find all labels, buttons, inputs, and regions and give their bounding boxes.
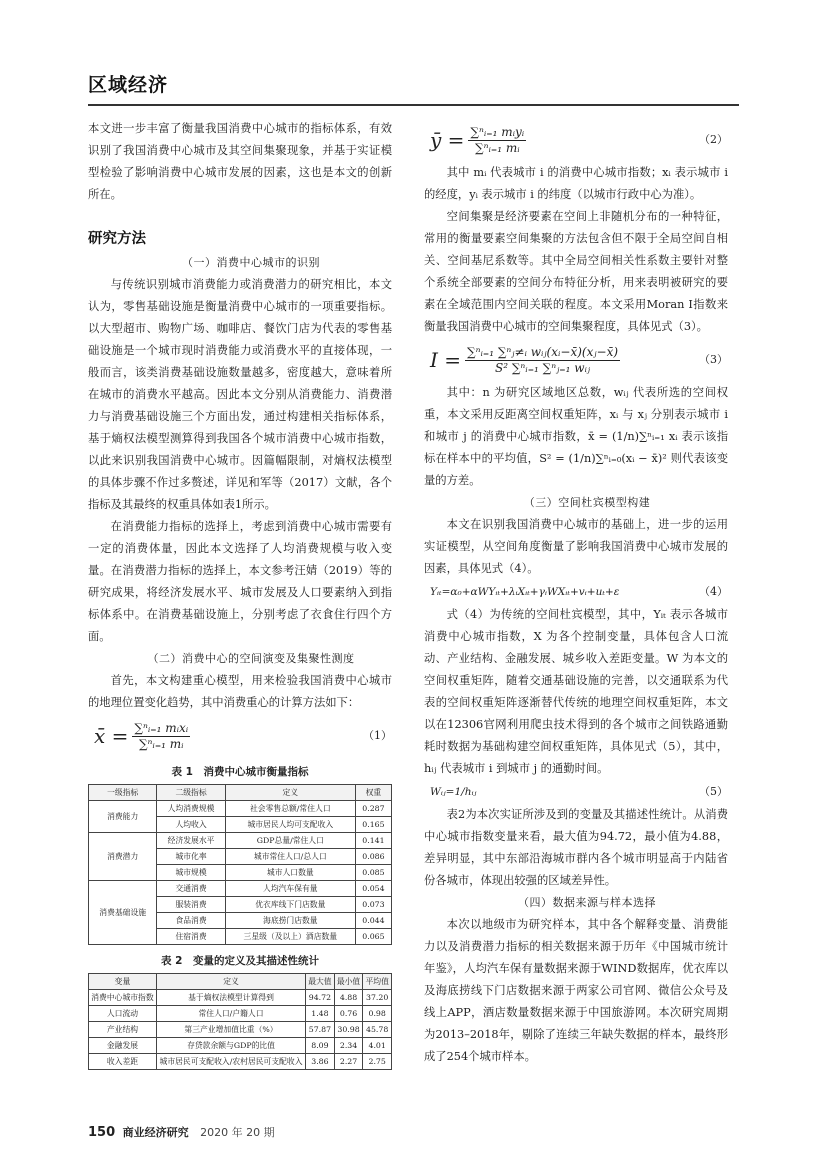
equation-2-numerator: ∑ⁿᵢ₌₁ mᵢyᵢ (470, 124, 525, 139)
left-column (88, 118, 392, 1078)
equation-2-fraction (468, 125, 526, 156)
table-cell: 2.27 (334, 1054, 363, 1070)
table-cell: 优衣库线下门店数量 (225, 897, 355, 913)
table-row (89, 801, 392, 817)
intro-paragraph: 本文进一步丰富了衡量我国消费中心城市的指标体系，有效识别了我国消费中心城市及其空间集聚现象，并基于实证模型检验了影响消费中心城市发展的因素，这也是本文的创新所在。 (88, 122, 392, 201)
equation-1-numerator: ∑ⁿᵢ₌₁ mᵢxᵢ (134, 720, 189, 735)
table-1-group: 消费基础设施 (89, 881, 157, 945)
table-row (89, 1006, 392, 1022)
equation-4-number: （4） (699, 585, 728, 598)
equation-1-denominator: ∑ⁿᵢ₌₁ mᵢ (138, 736, 184, 751)
table-cell: 城市常住人口/总人口 (225, 849, 355, 865)
paragraph-3: 首先，本文构建重心模型，用来检验我国消费中心城市的地理位置变化趋势，其中消费重心的计算方法如下： (88, 674, 392, 709)
table-row (89, 1022, 392, 1038)
equation-3-lhs: I = (430, 348, 462, 372)
table-cell: 0.044 (355, 913, 391, 929)
table-row (89, 1038, 392, 1054)
table-cell: 人口流动 (89, 1006, 157, 1022)
journal-name: 商业经济研究 (122, 1126, 189, 1139)
table-1-title: 表 1 消费中心城市衡量指标 (171, 766, 309, 778)
table-cell: 4.88 (334, 990, 363, 1006)
table-cell: 1.48 (306, 1006, 335, 1022)
subheading-2: （二）消费中心的空间演变及集聚性测度 (147, 652, 355, 665)
equation-1-lhs: x̄ = (94, 724, 129, 748)
subheading-3: （三）空间杜宾模型构建 (523, 496, 651, 509)
table-cell: 0.065 (355, 929, 391, 945)
table-cell: 城市人口数量 (225, 865, 355, 881)
paragraph-r2: 空间集聚是经济要素在空间上非随机分布的一种特征，常用的衡量要素空间集聚的方法包含但不限于全局空间自相关、空间基尼系数等。其中全局空间相关性系数主要针对整个系统全部要素的空间分布特征分析，用来表明被研究的要素在全域范围内空间关联的程度。本文采用Moran I指数来衡量我国消费中心城市的空间集聚程度，具体见式（3）。 (424, 210, 728, 333)
table-cell: GDP总量/常住人口 (225, 833, 355, 849)
paragraph-1: 与传统识别城市消费能力或消费潜力的研究相比，本文认为，零售基础设施是衡量消费中心城市的一项重要指标。以大型超市、购物广场、咖啡店、餐饮门店为代表的零售基础设施是一个城市现时消费能力或消费水平的直接体现，一般而言，该类消费基础设施数量越多，密度越大，意味着所在城市的消费水平越高。因此本文分别从消费能力、消费潜力与消费基础设施三个方面出发，通过构建相关指标体系，基于熵权法模型测算得到我国各个城市消费中心城市指数，以此来识别我国消费中心城市。因篇幅限制，对熵权法模型的具体步骤不作过多赘述，详见和军等（2017）文献，各个指标及其最终的权重具体如表1所示。 (88, 278, 392, 511)
table-cell: 金融发展 (89, 1038, 157, 1054)
equation-1 (88, 714, 392, 758)
table-2-header: 最大值 (306, 974, 335, 990)
table-cell: 37.20 (363, 990, 392, 1006)
equation-2-lhs: ȳ = (430, 128, 465, 152)
table-1-group: 消费潜力 (89, 833, 157, 881)
table-cell: 2.75 (363, 1054, 392, 1070)
table-cell: 0.085 (355, 865, 391, 881)
equation-5-number: （5） (699, 785, 728, 798)
equation-5 (424, 780, 728, 804)
section-heading: 研究方法 (88, 231, 146, 247)
table-cell: 0.76 (334, 1006, 363, 1022)
right-column (424, 118, 728, 1068)
table-cell: 消费中心城市指数 (89, 990, 157, 1006)
header-divider (88, 104, 739, 106)
table-row (89, 833, 392, 849)
paragraph-r7: 本次以地级市为研究样本，其中各个解释变量、消费能力以及消费潜力指标的相关数据来源于历年《中国城市统计年鉴》，人均汽车保有量数据来源于WIND数据库，优衣库以及海底捞线下门店数据来源于两家公司官网、微信公众号及线上APP，酒店数量数据来源于中国旅游网。本次研究周期为2013–2018年，剔除了连续三年缺失数据的样本，最终形成了254个城市样本。 (424, 918, 728, 1063)
table-row (89, 1054, 392, 1070)
equation-1-number: （1） (363, 729, 392, 742)
subheading-4: （四）数据来源与样本选择 (518, 896, 656, 909)
table-cell: 城市化率 (157, 849, 225, 865)
table-cell: 存贷款余额与GDP的比值 (156, 1038, 305, 1054)
paragraph-r1: 其中 mᵢ 代表城市 i 的消费中心城市指数；xᵢ 表示城市 i 的经度，yᵢ 表示城市 i 的纬度（以城市行政中心为准）。 (424, 166, 728, 201)
equation-2 (424, 118, 728, 162)
issue-label: 2020 年 20 期 (200, 1126, 275, 1139)
table-1-group: 消费能力 (89, 801, 157, 833)
equation-4 (424, 580, 728, 604)
paragraph-r4: 本文在识别我国消费中心城市的基础上，进一步的运用实证模型，从空间角度衡量了影响我国消费中心城市发展的因素，具体见式（4）。 (424, 518, 728, 575)
table-1-header: 定义 (225, 785, 355, 801)
table-2-header: 平均值 (363, 974, 392, 990)
table-cell: 食品消费 (157, 913, 225, 929)
table-cell: 2.34 (334, 1038, 363, 1054)
table-cell: 城市居民人均可支配收入 (225, 817, 355, 833)
table-row (89, 990, 392, 1006)
table-cell: 海底捞门店数量 (225, 913, 355, 929)
table-2-title: 表 2 变量的定义及其描述性统计 (161, 955, 319, 967)
table-cell: 住宿消费 (157, 929, 225, 945)
table-2 (88, 973, 392, 1070)
equation-3-fraction (465, 345, 620, 376)
table-cell: 经济发展水平 (157, 833, 225, 849)
table-cell: 0.054 (355, 881, 391, 897)
equation-3-numerator: ∑ⁿᵢ₌₁ ∑ⁿⱼ≠ᵢ wᵢⱼ(xᵢ−x̄)(xⱼ−x̄) (467, 344, 619, 359)
table-cell: 城市居民可支配收入/农村居民可支配收入 (156, 1054, 305, 1070)
equation-5-body: Wᵢⱼ=1/hᵢⱼ (430, 786, 477, 798)
table-cell: 产业结构 (89, 1022, 157, 1038)
section-header-title: 区域经济 (88, 74, 169, 96)
table-cell: 社会零售总额/常住人口 (225, 801, 355, 817)
paragraph-r6: 表2为本次实证所涉及到的变量及其描述性统计。从消费中心城市指数变量来看，最大值为94.72，最小值为4.88，差异明显，其中东部沿海城市群内各个城市明显高于内陆省份各城市，体现出较强的区域差异性。 (424, 808, 728, 887)
equation-2-denominator: ∑ⁿᵢ₌₁ mᵢ (475, 140, 520, 155)
subheading-1: （一）消费中心城市的识别 (182, 256, 320, 269)
table-cell: 服装消费 (157, 897, 225, 913)
table-row (89, 881, 392, 897)
table-cell: 0.287 (355, 801, 391, 817)
table-cell: 3.86 (306, 1054, 335, 1070)
table-2-header: 定义 (156, 974, 305, 990)
paragraph-2: 在消费能力指标的选择上，考虑到消费中心城市需要有一定的消费体量，因此本文选择了人均消费规模与收入变量。在消费潜力指标的选择上，本文参考汪婧（2019）等的研究成果，将经济发展水平、城市发展及人口要素纳入到指标体系中。在消费基础设施上，分别考虑了衣食住行四个方面。 (88, 520, 392, 643)
paragraph-r5: 式（4）为传统的空间杜宾模型，其中，Yᵢₜ 表示各城市消费中心城市指数，X 为各个控制变量，具体包含人口流动、产业结构、金融发展、城乡收入差距变量。W 为本文的空间权重矩阵，随着交通基础设施的完善，以交通联系为代表的空间权重矩阵逐渐替代传统的地理空间权重矩阵，本文以在12306官网利用爬虫技术得到的各个城市之间铁路通勤耗时数据为基础构建空间权重矩阵，具体见式（5），其中，hᵢⱼ 代表城市 i 到城市 j 的通勤时间。 (424, 608, 728, 775)
table-cell: 0.086 (355, 849, 391, 865)
table-cell: 基于熵权法模型计算得到 (156, 990, 305, 1006)
table-1-header: 一级指标 (89, 785, 157, 801)
equation-3-denominator: S² ∑ⁿᵢ₌₁ ∑ⁿⱼ₌₁ wᵢⱼ (495, 360, 591, 375)
page-footer (88, 1124, 275, 1140)
table-cell: 人均汽车保有量 (225, 881, 355, 897)
equation-1-fraction (132, 721, 190, 752)
table-2-header: 变量 (89, 974, 157, 990)
table-cell: 收入差距 (89, 1054, 157, 1070)
table-cell: 人均收入 (157, 817, 225, 833)
table-cell: 45.78 (363, 1022, 392, 1038)
equation-4-body: Yᵢₜ=α₀+αWYᵢₜ+λᵢXᵢₜ+γᵢWXᵢₜ+vᵢ+uₜ+ε (430, 586, 620, 598)
table-cell: 0.165 (355, 817, 391, 833)
equation-3-number: （3） (699, 353, 728, 366)
equation-2-number: （2） (699, 133, 728, 146)
table-cell: 4.01 (363, 1038, 392, 1054)
paragraph-r3: 其中：n 为研究区域地区总数，wᵢⱼ 代表所选的空间权重，本文采用反距离空间权重矩阵，xᵢ 与 xⱼ 分别表示城市 i 和城市 j 的消费中心城市指数，x̄ = (1/n)∑ⁿᵢ₌₁ xᵢ 表示该指标在样本中的平均值，S² = (1/n)∑ⁿᵢ₌₀(xᵢ − x̄)² 则代表该变量的方差。 (424, 386, 728, 487)
table-1-header: 二级指标 (157, 785, 225, 801)
table-cell: 常住人口/户籍人口 (156, 1006, 305, 1022)
equation-3 (424, 338, 728, 382)
table-cell: 0.98 (363, 1006, 392, 1022)
table-cell: 8.09 (306, 1038, 335, 1054)
table-2-header: 最小值 (334, 974, 363, 990)
table-1-header: 权重 (355, 785, 391, 801)
table-cell: 30.98 (334, 1022, 363, 1038)
table-cell: 三星级（及以上）酒店数量 (225, 929, 355, 945)
table-cell: 城市规模 (157, 865, 225, 881)
table-cell: 人均消费规模 (157, 801, 225, 817)
table-cell: 第三产业增加值比重（%） (156, 1022, 305, 1038)
page-number: 150 (88, 1125, 116, 1140)
table-cell: 57.87 (306, 1022, 335, 1038)
table-1 (88, 784, 392, 945)
table-cell: 0.073 (355, 897, 391, 913)
table-cell: 94.72 (306, 990, 335, 1006)
table-cell: 0.141 (355, 833, 391, 849)
table-cell: 交通消费 (157, 881, 225, 897)
